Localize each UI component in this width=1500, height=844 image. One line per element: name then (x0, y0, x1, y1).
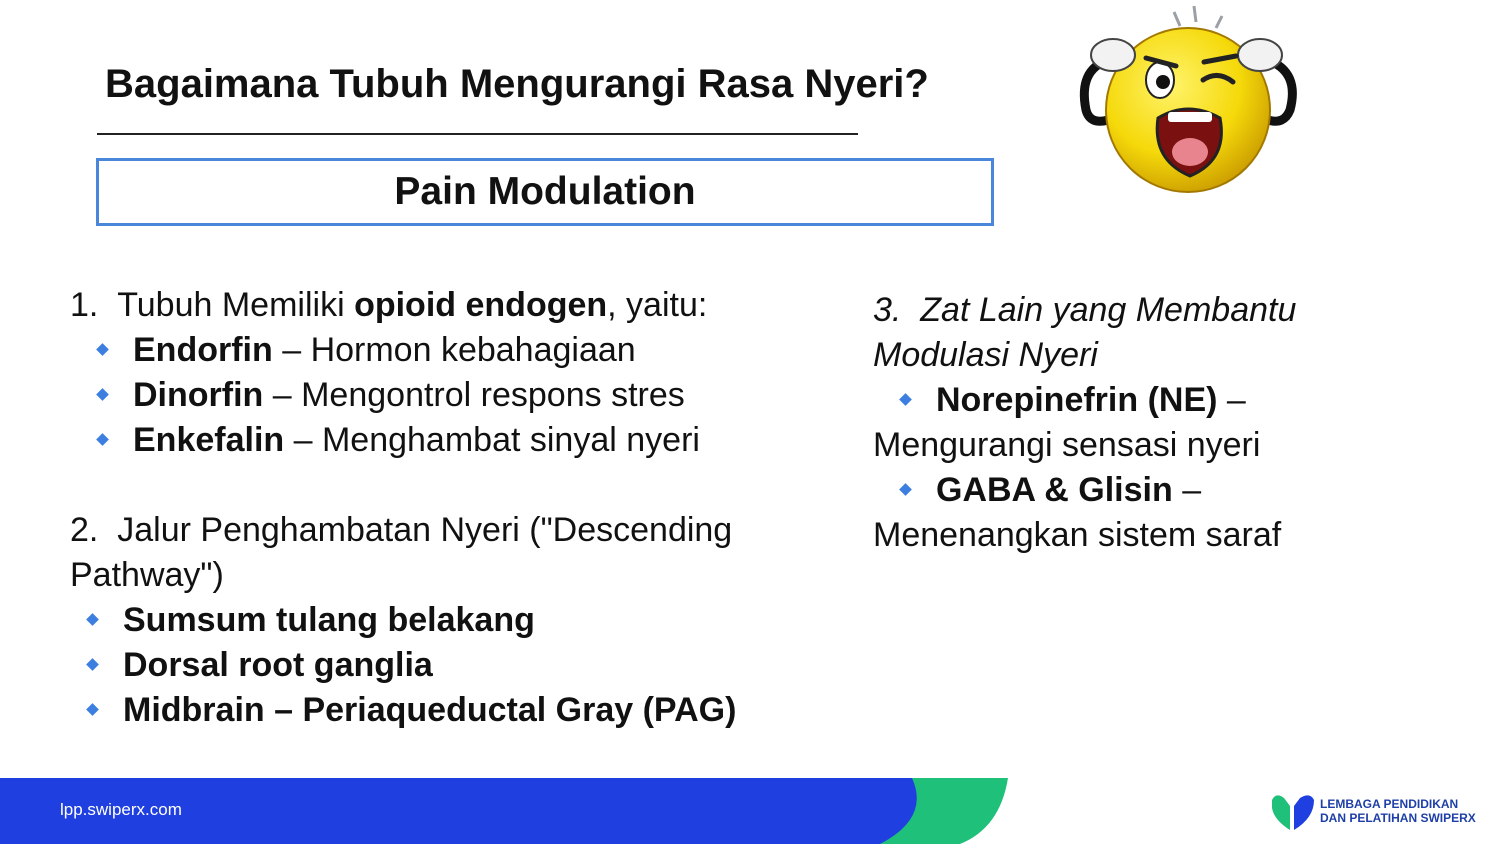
list-item (70, 418, 840, 463)
diamond-bullet-icon (86, 658, 99, 671)
diamond-bullet-icon (86, 613, 99, 626)
title-divider (97, 133, 858, 135)
section-1-prefix: Tubuh Memiliki (117, 286, 355, 324)
list-item-dash: – (1172, 471, 1202, 509)
subtitle-box (96, 158, 994, 226)
section-1-number: 1. (70, 286, 99, 324)
diamond-bullet-icon (899, 483, 912, 496)
list-item-text: – Mengontrol respons stres (263, 376, 685, 414)
list-item-continuation: Mengurangi sensasi nyeri (873, 426, 1261, 464)
footer-url[interactable]: lpp.swiperx.com (60, 800, 182, 819)
diamond-bullet-icon (96, 388, 109, 401)
list-item-bold: Norepinefrin (NE) (936, 381, 1218, 419)
list-item (70, 688, 840, 733)
list-item-bold: Midbrain – Periaqueductal Gray (PAG) (123, 691, 737, 729)
diamond-bullet-icon (899, 393, 912, 406)
shocked-face-emoji-icon (1068, 0, 1308, 205)
subtitle: Pain Modulation (394, 170, 696, 213)
list-item (70, 643, 840, 688)
section-3-line-1: Zat Lain yang Membantu (920, 291, 1297, 329)
list-item-text: – Menghambat sinyal nyeri (284, 421, 700, 459)
section-3-number: 3. (873, 291, 902, 329)
section-3-line-2: Modulasi Nyeri (873, 336, 1098, 374)
list-item-dash: – (1217, 381, 1246, 419)
slide-title: Bagaimana Tubuh Mengurangi Rasa Nyeri? (105, 62, 929, 106)
logo-line-1: LEMBAGA PENDIDIKAN (1320, 797, 1459, 811)
logo-line-2: DAN PELATIHAN SWIPERX (1320, 811, 1476, 825)
section-2-heading (70, 508, 840, 553)
right-column (873, 288, 1393, 558)
list-item-bold: Sumsum tulang belakang (123, 601, 535, 639)
list-item-bold: GABA & Glisin (936, 471, 1173, 509)
diamond-bullet-icon (86, 703, 99, 716)
section-2-number: 2. (70, 511, 99, 549)
diamond-bullet-icon (96, 343, 109, 356)
swiperx-logo-icon (1268, 790, 1318, 834)
diamond-bullet-icon (96, 433, 109, 446)
section-1-suffix: , yaitu: (607, 286, 708, 324)
list-item (70, 598, 840, 643)
list-item-bold: Endorfin (133, 331, 273, 369)
list-item-continuation: Menenangkan sistem saraf (873, 516, 1282, 554)
list-item (70, 373, 840, 418)
list-item-bold: Enkefalin (133, 421, 285, 459)
list-item-bold: Dinorfin (133, 376, 264, 414)
section-1-bold: opioid endogen (354, 286, 608, 324)
logo-text (1320, 797, 1476, 825)
section-2-heading-cont: Pathway") (70, 556, 224, 594)
list-item (873, 378, 1393, 423)
left-column (70, 283, 840, 733)
list-item-text: – Hormon kebahagiaan (272, 331, 636, 369)
section-3-heading (873, 288, 1393, 333)
section-2-text-1: Jalur Penghambatan Nyeri ("Descending (117, 511, 733, 549)
list-item-bold: Dorsal root ganglia (123, 646, 433, 684)
list-item (873, 468, 1393, 513)
list-item (70, 328, 840, 373)
section-1-heading (70, 283, 840, 328)
